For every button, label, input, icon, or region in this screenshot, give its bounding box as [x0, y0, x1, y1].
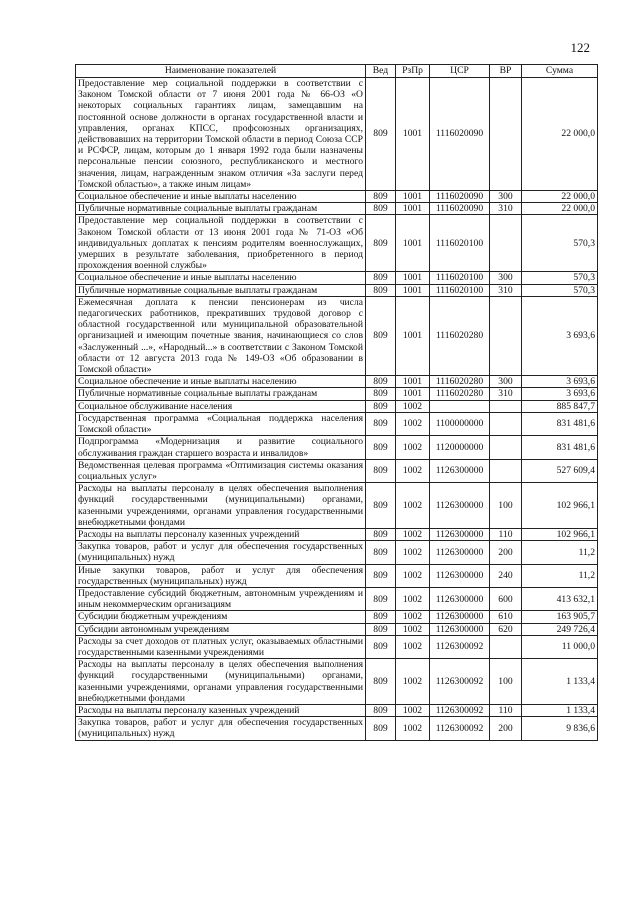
header-rzpr: РзПр — [396, 65, 430, 78]
cell-csr: 1126300092 — [430, 717, 490, 740]
cell-vr: 310 — [490, 203, 522, 215]
cell-ved: 809 — [366, 191, 396, 203]
cell-vr: 200 — [490, 717, 522, 740]
cell-rzpr: 1001 — [396, 388, 430, 400]
table-row — [76, 215, 598, 272]
cell-sum: 1 133,4 — [522, 659, 598, 705]
table-row — [76, 78, 598, 191]
table-row — [76, 541, 598, 564]
cell-rzpr: 1002 — [396, 459, 430, 482]
cell-name: Предоставление мер социальной поддержки в соответствии с Законом Томской области от 7 июня 2001 года № 66-ОЗ «О некоторых социальных гарантиях лицам, замещавшим на постоянной основе должности в органах государственной власти и управления, органах КПСС, профсоюзных организациях, действовавших на территории Томской области в период Союза ССР и РСФСР, лицам, которым до 1 января 1992 года были назначены персональные пенсии союзного, республиканского и местного значения, лицам, награжденным знаком отличия «За заслуги перед Томской областью», а также иным лицам» — [76, 78, 366, 191]
cell-sum: 102 966,1 — [522, 528, 598, 540]
cell-csr: 1126300000 — [430, 611, 490, 623]
cell-sum: 413 632,1 — [522, 587, 598, 610]
cell-rzpr: 1002 — [396, 436, 430, 459]
table-row — [76, 717, 598, 740]
cell-csr: 1120000000 — [430, 436, 490, 459]
cell-sum: 11 000,0 — [522, 635, 598, 658]
table-row — [76, 412, 598, 435]
cell-vr — [490, 78, 522, 191]
cell-csr: 1116020280 — [430, 296, 490, 375]
cell-sum: 831 481,6 — [522, 436, 598, 459]
cell-name: Социальное обеспечение и иные выплаты населению — [76, 272, 366, 284]
header-sum: Сумма — [522, 65, 598, 78]
cell-vr: 310 — [490, 388, 522, 400]
table-row — [76, 436, 598, 459]
cell-ved: 809 — [366, 704, 396, 716]
cell-ved: 809 — [366, 284, 396, 296]
cell-rzpr: 1002 — [396, 587, 430, 610]
cell-csr: 1126300092 — [430, 659, 490, 705]
cell-ved: 809 — [366, 412, 396, 435]
cell-ved: 809 — [366, 659, 396, 705]
cell-vr: 600 — [490, 587, 522, 610]
cell-csr: 1100000000 — [430, 412, 490, 435]
cell-sum: 3 693,6 — [522, 296, 598, 375]
table-row — [76, 191, 598, 203]
cell-ved: 809 — [366, 587, 396, 610]
cell-rzpr: 1002 — [396, 541, 430, 564]
cell-ved: 809 — [366, 528, 396, 540]
cell-rzpr: 1001 — [396, 272, 430, 284]
cell-name: Расходы на выплаты персоналу казенных учреждений — [76, 528, 366, 540]
table-row — [76, 635, 598, 658]
cell-csr: 1116020100 — [430, 215, 490, 272]
table-row — [76, 272, 598, 284]
cell-vr — [490, 412, 522, 435]
cell-sum: 570,3 — [522, 284, 598, 296]
table-row — [76, 376, 598, 388]
cell-ved: 809 — [366, 215, 396, 272]
cell-name: Субсидии автономным учреждениям — [76, 623, 366, 635]
header-name: Наименование показателей — [76, 65, 366, 78]
cell-ved: 809 — [366, 611, 396, 623]
cell-ved: 809 — [366, 564, 396, 587]
cell-ved: 809 — [366, 203, 396, 215]
cell-name: Ведомственная целевая программа «Оптимизация системы оказания социальных услуг» — [76, 459, 366, 482]
cell-rzpr: 1002 — [396, 564, 430, 587]
table-row — [76, 564, 598, 587]
cell-name: Предоставление мер социальной поддержки в соответствии с Законом Томской области от 13 июня 2001 года № 71-ОЗ «Об индивидуальных доплатах к пенсиям родителям военнослужащих, умерших в результате заболевания, приобретенного в период прохождения военной службы» — [76, 215, 366, 272]
cell-rzpr: 1002 — [396, 528, 430, 540]
header-csr: ЦСР — [430, 65, 490, 78]
cell-sum: 22 000,0 — [522, 191, 598, 203]
cell-csr: 1126300092 — [430, 704, 490, 716]
cell-rzpr: 1002 — [396, 704, 430, 716]
cell-name: Закупка товаров, работ и услуг для обеспечения государственных (муниципальных) нужд — [76, 717, 366, 740]
cell-rzpr: 1001 — [396, 78, 430, 191]
cell-sum: 11,2 — [522, 564, 598, 587]
cell-sum: 102 966,1 — [522, 483, 598, 529]
table-row — [76, 284, 598, 296]
cell-name: Расходы за счет доходов от платных услуг, оказываемых областными государственными казенными учреждениями — [76, 635, 366, 658]
cell-sum: 570,3 — [522, 272, 598, 284]
cell-rzpr: 1001 — [396, 296, 430, 375]
cell-name: Социальное обеспечение и иные выплаты населению — [76, 191, 366, 203]
budget-table — [75, 64, 598, 741]
cell-sum: 527 609,4 — [522, 459, 598, 482]
cell-ved: 809 — [366, 376, 396, 388]
cell-rzpr: 1001 — [396, 284, 430, 296]
cell-name: Субсидии бюджетным учреждениям — [76, 611, 366, 623]
cell-name: Государственная программа «Социальная поддержка населения Томской области» — [76, 412, 366, 435]
header-ved: Вед — [366, 65, 396, 78]
cell-vr — [490, 296, 522, 375]
cell-rzpr: 1002 — [396, 611, 430, 623]
cell-csr: 1126300000 — [430, 528, 490, 540]
cell-sum: 3 693,6 — [522, 376, 598, 388]
cell-vr — [490, 459, 522, 482]
cell-vr: 300 — [490, 376, 522, 388]
cell-sum: 885 847,7 — [522, 400, 598, 412]
cell-rzpr: 1002 — [396, 635, 430, 658]
cell-vr: 610 — [490, 611, 522, 623]
cell-name: Предоставление субсидий бюджетным, автономным учреждениям и иным некоммерческим организациям — [76, 587, 366, 610]
cell-name: Публичные нормативные социальные выплаты гражданам — [76, 388, 366, 400]
table-row — [76, 659, 598, 705]
cell-name: Расходы на выплаты персоналу в целях обеспечения выполнения функций государственными (муниципальными) органами, казенными учреждениями, органами управления государственными внебюджетными фондами — [76, 483, 366, 529]
cell-name: Публичные нормативные социальные выплаты гражданам — [76, 203, 366, 215]
cell-name: Подпрограмма «Модернизация и развитие социального обслуживания граждан старшего возраста и инвалидов» — [76, 436, 366, 459]
cell-ved: 809 — [366, 296, 396, 375]
page-number: 122 — [570, 40, 590, 55]
cell-rzpr: 1001 — [396, 215, 430, 272]
table-row — [76, 704, 598, 716]
cell-rzpr: 1001 — [396, 203, 430, 215]
table-row — [76, 388, 598, 400]
cell-vr — [490, 400, 522, 412]
cell-ved: 809 — [366, 635, 396, 658]
cell-ved: 809 — [366, 483, 396, 529]
cell-rzpr: 1002 — [396, 412, 430, 435]
cell-sum: 22 000,0 — [522, 203, 598, 215]
cell-sum: 1 133,4 — [522, 704, 598, 716]
cell-csr: 1126300000 — [430, 459, 490, 482]
cell-vr: 620 — [490, 623, 522, 635]
table-row — [76, 623, 598, 635]
cell-ved: 809 — [366, 272, 396, 284]
cell-sum: 11,2 — [522, 541, 598, 564]
cell-name: Расходы на выплаты персоналу казенных учреждений — [76, 704, 366, 716]
cell-rzpr: 1001 — [396, 376, 430, 388]
cell-csr: 1116020100 — [430, 272, 490, 284]
cell-vr — [490, 436, 522, 459]
cell-ved: 809 — [366, 388, 396, 400]
cell-name: Социальное обслуживание населения — [76, 400, 366, 412]
cell-name: Ежемесячная доплата к пенсии пенсионерам из числа педагогических работников, прекративших трудовой договор с областной государственной или муниципальной образовательной организацией и имеющим почетные звания, начинающиеся со слов «Заслуженный ...», «Народный...» в соответствии с Законом Томской области от 12 августа 2013 года № 149-ОЗ «Об образовании в Томской области» — [76, 296, 366, 375]
cell-csr: 1126300000 — [430, 541, 490, 564]
cell-name: Социальное обеспечение и иные выплаты населению — [76, 376, 366, 388]
cell-csr: 1116020280 — [430, 388, 490, 400]
cell-vr: 200 — [490, 541, 522, 564]
cell-csr — [430, 400, 490, 412]
cell-csr: 1116020090 — [430, 203, 490, 215]
cell-ved: 809 — [366, 436, 396, 459]
table-row — [76, 528, 598, 540]
cell-rzpr: 1002 — [396, 483, 430, 529]
cell-rzpr: 1002 — [396, 623, 430, 635]
cell-name: Расходы на выплаты персоналу в целях обеспечения выполнения функций государственными (муниципальными) органами, казенными учреждениями, органами управления государственными внебюджетными фондами — [76, 659, 366, 705]
cell-ved: 809 — [366, 78, 396, 191]
cell-rzpr: 1002 — [396, 717, 430, 740]
cell-vr: 110 — [490, 704, 522, 716]
cell-rzpr: 1002 — [396, 659, 430, 705]
table-row — [76, 203, 598, 215]
table-row — [76, 587, 598, 610]
cell-name: Закупка товаров, работ и услуг для обеспечения государственных (муниципальных) нужд — [76, 541, 366, 564]
table-row — [76, 483, 598, 529]
cell-sum: 3 693,6 — [522, 388, 598, 400]
cell-name: Иные закупки товаров, работ и услуг для обеспечения государственных (муниципальных) нужд — [76, 564, 366, 587]
cell-vr: 110 — [490, 528, 522, 540]
cell-sum: 163 905,7 — [522, 611, 598, 623]
cell-csr: 1126300000 — [430, 623, 490, 635]
header-vr: ВР — [490, 65, 522, 78]
cell-vr: 100 — [490, 483, 522, 529]
table-row — [76, 400, 598, 412]
cell-vr: 100 — [490, 659, 522, 705]
cell-csr: 1126300000 — [430, 587, 490, 610]
cell-ved: 809 — [366, 459, 396, 482]
cell-csr: 1116020090 — [430, 78, 490, 191]
cell-csr: 1126300000 — [430, 483, 490, 529]
cell-ved: 809 — [366, 400, 396, 412]
table-row — [76, 296, 598, 375]
cell-csr: 1126300000 — [430, 564, 490, 587]
cell-csr: 1116020090 — [430, 191, 490, 203]
cell-csr: 1116020280 — [430, 376, 490, 388]
cell-vr: 240 — [490, 564, 522, 587]
cell-vr: 300 — [490, 191, 522, 203]
cell-vr — [490, 215, 522, 272]
cell-csr: 1126300092 — [430, 635, 490, 658]
cell-sum: 249 726,4 — [522, 623, 598, 635]
cell-vr: 300 — [490, 272, 522, 284]
table-body — [76, 78, 598, 741]
cell-sum: 22 000,0 — [522, 78, 598, 191]
cell-sum: 831 481,6 — [522, 412, 598, 435]
cell-ved: 809 — [366, 623, 396, 635]
cell-rzpr: 1001 — [396, 191, 430, 203]
table-row — [76, 611, 598, 623]
table-row — [76, 459, 598, 482]
cell-csr: 1116020100 — [430, 284, 490, 296]
cell-ved: 809 — [366, 541, 396, 564]
cell-sum: 9 836,6 — [522, 717, 598, 740]
cell-vr — [490, 635, 522, 658]
cell-rzpr: 1002 — [396, 400, 430, 412]
cell-sum: 570,3 — [522, 215, 598, 272]
cell-ved: 809 — [366, 717, 396, 740]
cell-name: Публичные нормативные социальные выплаты гражданам — [76, 284, 366, 296]
table-header-row — [76, 65, 598, 78]
cell-vr: 310 — [490, 284, 522, 296]
